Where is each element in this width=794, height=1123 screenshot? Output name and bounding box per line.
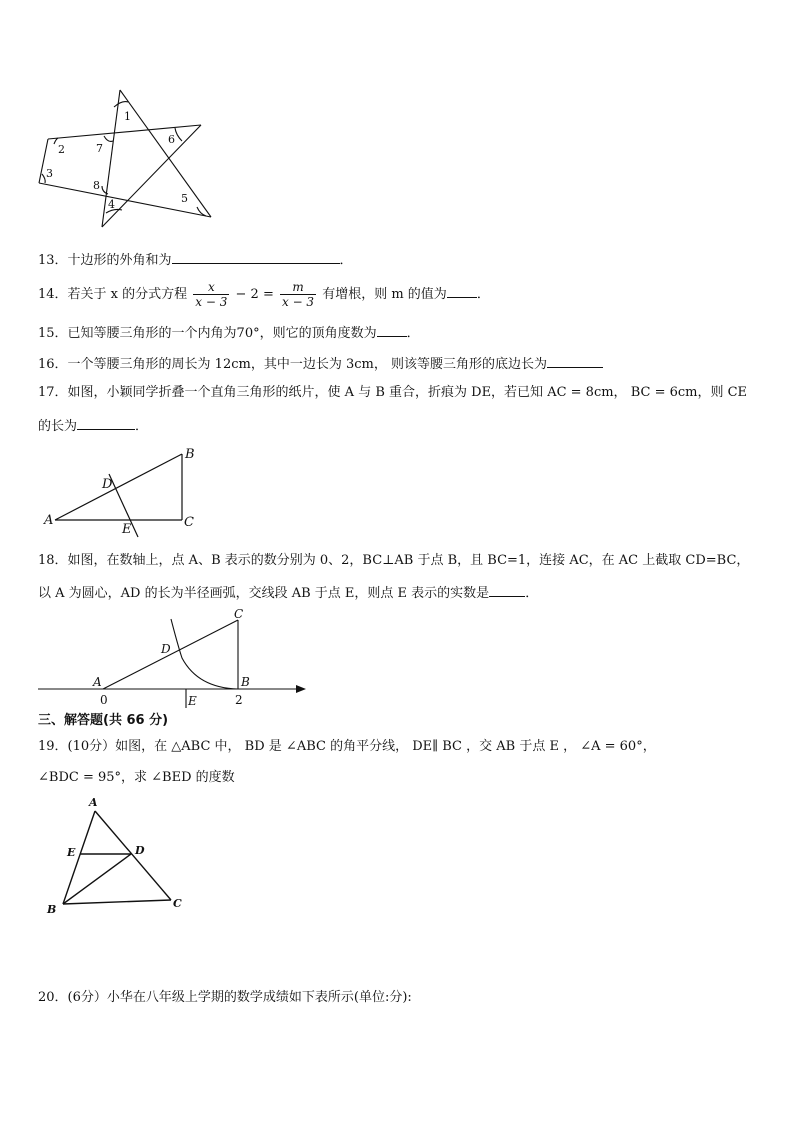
- q15-end: ．: [406, 326, 420, 341]
- q13-end: ．: [339, 253, 353, 268]
- star-label-1: 1: [124, 110, 131, 123]
- q18-line2: 以 A 为圆心，AD 的长为半径画弧，交线段 AB 于点 E，则点 E 表示的实数是: [38, 586, 490, 601]
- q20-text: 20．(6分）小华在八年级上学期的数学成绩如下表所示(单位:分):: [38, 990, 412, 1005]
- fig19-label-b: B: [47, 903, 57, 916]
- answer-blank-14[interactable]: [447, 285, 477, 298]
- q17-line2: 的长为: [38, 419, 78, 434]
- fig17-label-e: E: [122, 522, 132, 537]
- q15-pre: 15．已知等腰三角形的一个内角为: [38, 326, 237, 341]
- q13-text: 13．十边形的外角和为: [38, 253, 172, 268]
- triangle-fold-figure: [40, 444, 210, 540]
- question-15: [38, 324, 420, 342]
- fig19-label-c: C: [173, 897, 182, 910]
- answer-blank-15[interactable]: [377, 324, 407, 337]
- fig18-label-2: 2: [235, 693, 243, 707]
- fig17-label-a: A: [44, 513, 54, 528]
- fig19-label-a: A: [89, 796, 98, 809]
- section-heading: [38, 713, 168, 729]
- fig17-label-c: C: [184, 515, 194, 530]
- answer-blank-18[interactable]: [489, 584, 525, 597]
- fig18-label-d: D: [161, 642, 171, 656]
- q14-frac2-num: m: [280, 280, 316, 295]
- q14-pre: 14．若关于 x 的分式方程: [38, 287, 188, 302]
- question-18-line-1: [38, 553, 749, 569]
- question-20: [38, 990, 412, 1006]
- q15-post: ，则它的顶角度数为: [259, 326, 377, 341]
- q18-line1: 18．如图，在数轴上，点 A、B 表示的数分别为 0、2，BC⊥AB 于点 B，且 BC=1，连接 AC，在 AC 上截取 CD=BC，: [38, 553, 750, 568]
- fig18-label-0: 0: [100, 693, 108, 707]
- star-label-2: 2: [58, 143, 65, 156]
- star-label-4: 4: [108, 198, 115, 211]
- q14-post: 有增根，则 m 的值为: [322, 287, 447, 302]
- star-label-6: 6: [168, 133, 175, 146]
- star-label-3: 3: [46, 167, 53, 180]
- question-13: [38, 251, 353, 269]
- answer-blank-17[interactable]: [77, 417, 135, 430]
- q14-end: ．: [476, 287, 490, 302]
- fig17-label-b: B: [185, 447, 195, 462]
- question-19-line-2: [38, 770, 235, 786]
- star-label-7: 7: [96, 142, 103, 155]
- question-14: [38, 277, 490, 313]
- q16-text: 16．一个等腰三角形的周长为 12cm，其中一边长为 3cm， 则该等腰三角形的底边长为: [38, 357, 547, 372]
- q17-line1: 17．如图，小颖同学折叠一个直角三角形的纸片，使 A 与 B 重合，折痕为 DE，若已知 AC = 8cm， BC = 6cm，则 CE: [38, 385, 748, 400]
- question-17-line-1: [38, 385, 747, 401]
- q14-frac1-num: x: [193, 280, 229, 295]
- fig17-label-d: D: [102, 477, 113, 492]
- q14-frac2-den: x − 3: [281, 295, 315, 309]
- answer-blank-16[interactable]: [547, 355, 603, 368]
- question-16: [38, 355, 603, 373]
- q17-end: ．: [135, 419, 149, 434]
- q14-fraction-2: [280, 280, 316, 309]
- axis-arrow-icon: [296, 685, 306, 693]
- q19-line1: 19．(10分）如图，在 △ABC 中， BD 是 ∠ABC 的角平分线， DE∥ BC ，交 AB 于点 E ， ∠A = 60°，: [38, 739, 656, 754]
- q14-frac1-den: x − 3: [195, 295, 228, 309]
- fig19-label-e: E: [67, 846, 76, 859]
- fig19-label-d: D: [135, 844, 145, 857]
- number-line-figure: [38, 606, 310, 710]
- q19-line2: ∠BDC = 95°，求 ∠BED 的度数: [38, 770, 235, 785]
- fig18-label-c: C: [234, 607, 244, 621]
- triangle-bisector-figure: [45, 795, 195, 920]
- fig18-label-b: B: [241, 675, 250, 689]
- q14-fraction-1: [193, 280, 229, 309]
- fig18-label-e: E: [188, 694, 197, 708]
- q14-mid: − 2 =: [235, 287, 274, 302]
- star-label-8: 8: [93, 179, 100, 192]
- question-17-line-2: [38, 417, 148, 435]
- fig18-label-a: A: [93, 675, 102, 689]
- question-19-line-1: [38, 739, 656, 755]
- q15-angle: 70°: [236, 326, 260, 341]
- question-18-line-2: [38, 584, 538, 602]
- section-3-title: 三、解答题(共 66 分): [38, 713, 169, 728]
- star-label-5: 5: [181, 192, 188, 205]
- answer-blank-13[interactable]: [172, 251, 340, 264]
- star-figure: [34, 86, 218, 232]
- q18-end: ．: [525, 586, 539, 601]
